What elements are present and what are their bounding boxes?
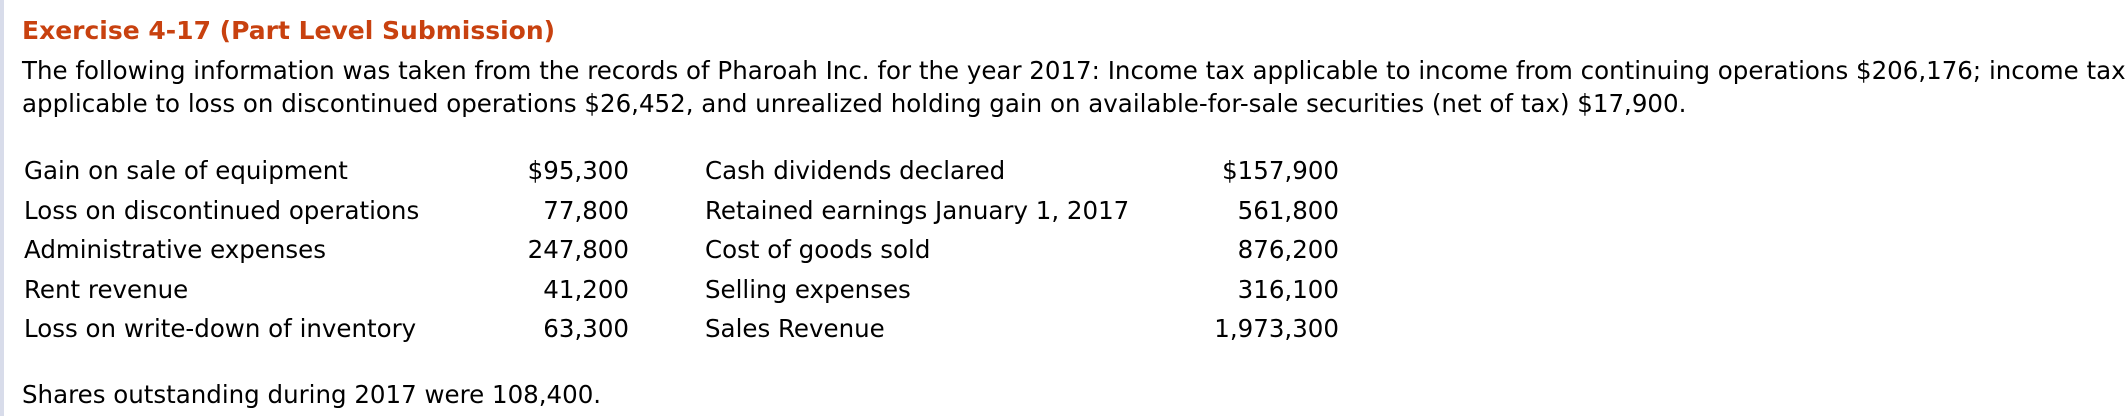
right-account-amount: 876,200 bbox=[1237, 235, 1339, 265]
left-account-label: Administrative expenses bbox=[24, 235, 327, 265]
table-row bbox=[24, 309, 1339, 349]
left-account-amount: 63,300 bbox=[543, 314, 629, 344]
left-account-amount: 41,200 bbox=[543, 274, 629, 304]
right-account-label: Retained earnings January 1, 2017 bbox=[705, 195, 1130, 225]
left-account-amount: $95,300 bbox=[527, 156, 629, 186]
left-account-label: Loss on write-down of inventory bbox=[24, 314, 417, 344]
column-gap bbox=[629, 191, 705, 231]
column-gap bbox=[629, 151, 705, 191]
table-row bbox=[24, 191, 1339, 231]
right-account-label: Selling expenses bbox=[705, 274, 911, 304]
right-account-label: Sales Revenue bbox=[705, 314, 885, 344]
table-row bbox=[24, 230, 1339, 270]
right-account-label: Cash dividends declared bbox=[705, 156, 1006, 186]
column-gap bbox=[629, 309, 705, 349]
right-account-label: Cost of goods sold bbox=[705, 235, 931, 265]
left-account-amount: 77,800 bbox=[543, 195, 629, 225]
left-border bbox=[0, 0, 4, 416]
right-account-amount: 316,100 bbox=[1237, 274, 1339, 304]
left-account-amount: 247,800 bbox=[527, 235, 629, 265]
intro-line-2: applicable to loss on discontinued operations $26,452, and unrealized holding gain on available-for-sale securities (net of tax) $17,900. bbox=[22, 89, 1687, 118]
left-account-label: Gain on sale of equipment bbox=[24, 156, 348, 186]
account-data-table bbox=[24, 151, 1339, 349]
column-gap bbox=[629, 230, 705, 270]
left-account-label: Loss on discontinued operations bbox=[24, 195, 420, 225]
right-account-amount: 561,800 bbox=[1237, 195, 1339, 225]
left-account-label: Rent revenue bbox=[24, 274, 189, 304]
intro-paragraph bbox=[22, 54, 2126, 120]
exercise-title: Exercise 4-17 (Part Level Submission) bbox=[22, 16, 556, 45]
shares-outstanding-note: Shares outstanding during 2017 were 108,400. bbox=[22, 380, 602, 409]
column-gap bbox=[629, 270, 705, 310]
right-account-amount: $157,900 bbox=[1222, 156, 1339, 186]
right-account-amount: 1,973,300 bbox=[1214, 314, 1339, 344]
table-row bbox=[24, 270, 1339, 310]
intro-line-1: The following information was taken from the records of Pharoah Inc. for the year 2017: Income tax applicable to income from continuing operations $206,176; income tax bbox=[22, 56, 2126, 85]
table-row bbox=[24, 151, 1339, 191]
